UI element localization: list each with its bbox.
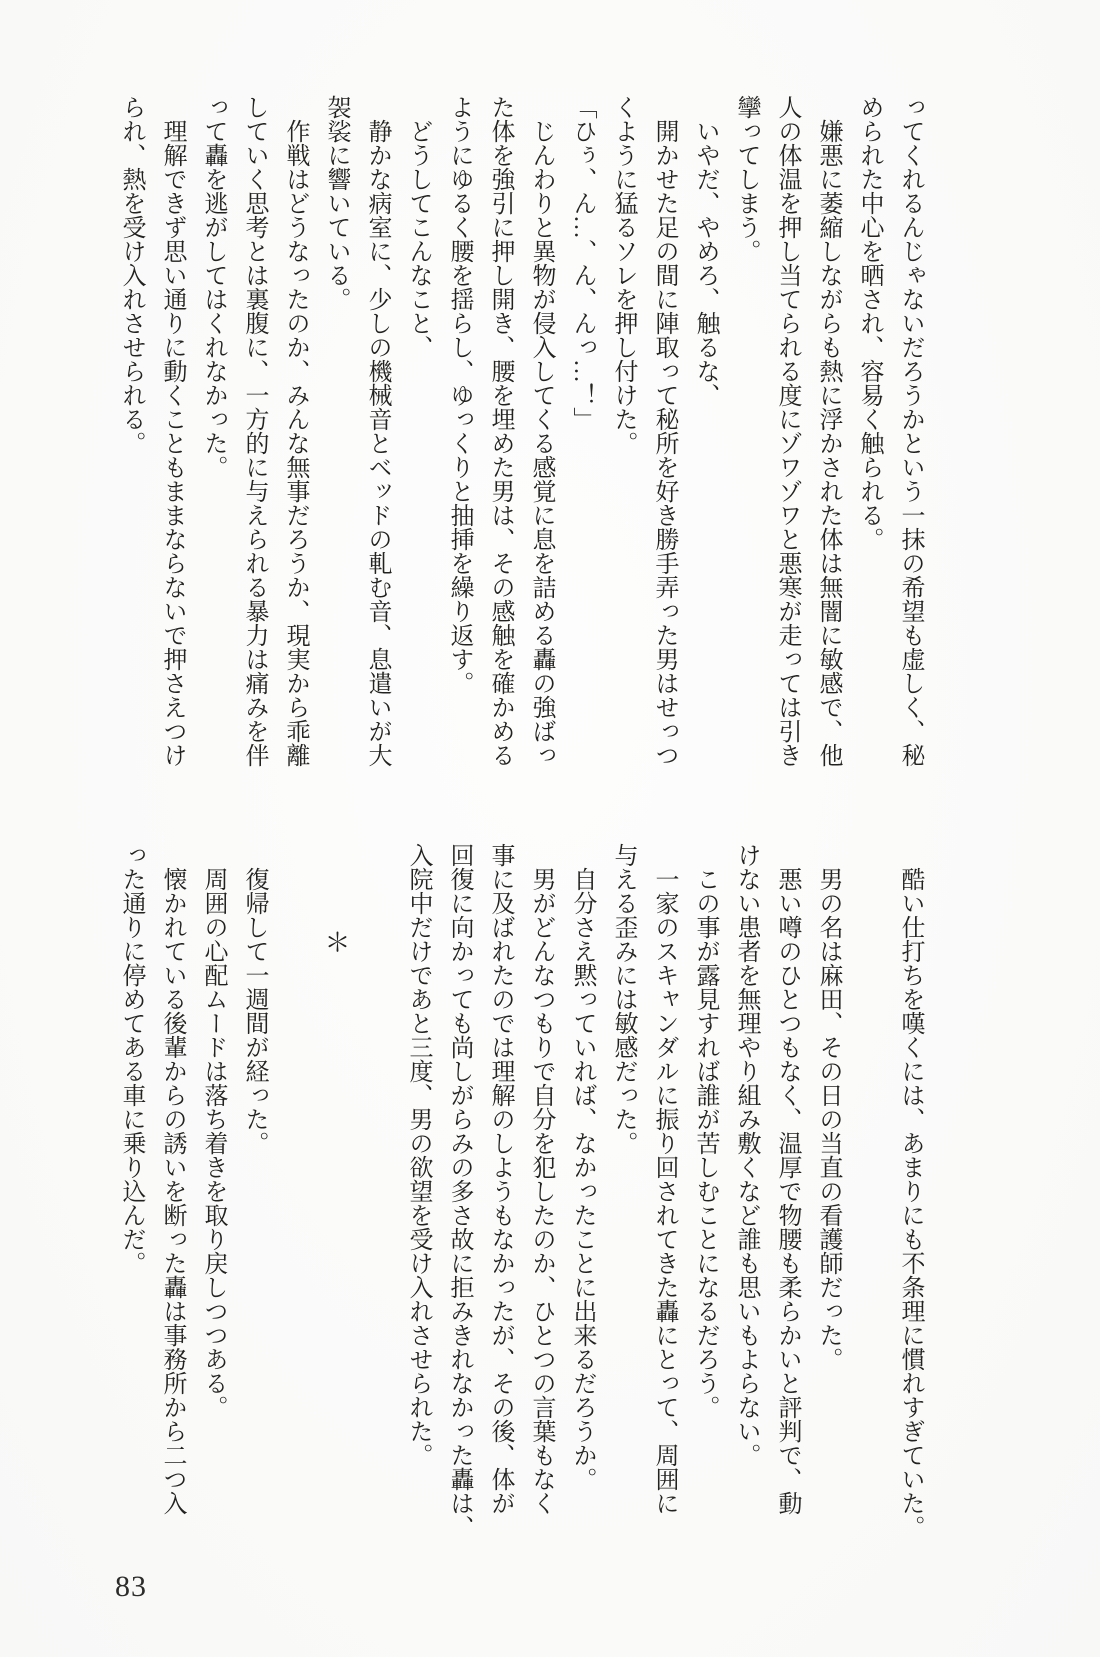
text-line: た体を強引に押し開き、腰を埋めた男は、その感触を確かめる — [487, 95, 513, 767]
text-line: ってくれるんじゃないだろうかという一抹の希望も虚しく、秘 — [897, 95, 923, 767]
text-line: 「ひぅ、ん…、ん、んっ…！」 — [569, 95, 595, 431]
text-line: 作戦はどうなったのか、みんな無事だろうか、現実から乖離 — [282, 119, 308, 767]
blank-line — [356, 843, 397, 1539]
text-line: められた中心を晒され、容易く触られる。 — [856, 95, 882, 551]
text-line: 酷い仕打ちを嘆くには、あまりにも不条理に慣れすぎていた。 — [897, 867, 923, 1539]
text-block-top — [110, 95, 930, 767]
text-line: 復帰して一週間が経った。 — [241, 867, 267, 1155]
text-line: くように猛るソレを押し付けた。 — [610, 95, 636, 455]
text-line: 静かな病室に、少しの機械音とベッドの軋む音、息遣いが大 — [364, 119, 390, 767]
text-line: 人の体温を押し当てられる度にゾワゾワと悪寒が走っては引き — [774, 95, 800, 767]
section-divider-asterisk: ＊ — [321, 929, 350, 955]
page-number: 83 — [115, 1570, 147, 1603]
text-line: この事が露見すれば誰が苦しむことになるだろう。 — [692, 867, 718, 1419]
text-line: いやだ、やめろ、触るな、 — [692, 119, 718, 407]
text-line: どうしてこんなこと、 — [405, 119, 431, 359]
text-line: していく思考とは裏腹に、一方的に与えられる暴力は痛みを伴 — [241, 95, 267, 767]
text-line: ようにゆるく腰を揺らし、ゆっくりと抽挿を繰り返す。 — [446, 95, 472, 695]
text-line: って轟を逃がしてはくれなかった。 — [200, 95, 226, 479]
text-line: 開かせた足の間に陣取って秘所を好き勝手弄った男はせっつ — [651, 119, 677, 767]
text-line: 回復に向かっても尚しがらみの多さ故に拒みきれなかった轟は、 — [446, 843, 472, 1539]
text-line: じんわりと異物が侵入してくる感覚に息を詰める轟の強ばっ — [528, 119, 554, 767]
text-line: 一家のスキャンダルに振り回されてきた轟にとって、周囲に — [651, 867, 677, 1515]
text-line: 悪い噂のひとつもなく、温厚で物腰も柔らかいと評判で、動 — [774, 867, 800, 1515]
text-line: 嫌悪に萎縮しながらも熱に浮かされた体は無闇に敏感で、他 — [815, 119, 841, 767]
text-line: 理解できず思い通りに動くこともままならないで押さえつけ — [159, 119, 185, 767]
text-line: けない患者を無理やり組み敷くなど誰も思いもよらない。 — [733, 843, 759, 1467]
blank-line — [848, 843, 889, 1539]
text-line: った通りに停めてある車に乗り込んだ。 — [118, 843, 144, 1275]
text-line: 入院中だけであと三度、男の欲望を受け入れさせられた。 — [405, 843, 431, 1467]
text-block-bottom — [110, 843, 930, 1539]
text-line: 事に及ばれたのでは理解のしようもなかったが、その後、体が — [487, 843, 513, 1515]
text-line: 袈裟に響いている。 — [323, 95, 349, 311]
text-line: 男の名は麻田、その日の当直の看護師だった。 — [815, 867, 841, 1371]
text-line: 攣ってしまう。 — [733, 95, 759, 263]
text-line: 懐かれている後輩からの誘いを断った轟は事務所から二つ入 — [159, 867, 185, 1515]
text-line: 男がどんなつもりで自分を犯したのか、ひとつの言葉もなく — [528, 867, 554, 1515]
text-line: 与える歪みには敏感だった。 — [610, 843, 636, 1155]
text-line: 周囲の心配ムードは落ち着きを取り戻しつつある。 — [200, 867, 226, 1419]
text-line: 自分さえ黙っていれば、なかったことに出来るだろうか。 — [569, 867, 595, 1491]
blank-line — [274, 843, 315, 1539]
text-line: られ、熱を受け入れさせられる。 — [118, 95, 144, 455]
